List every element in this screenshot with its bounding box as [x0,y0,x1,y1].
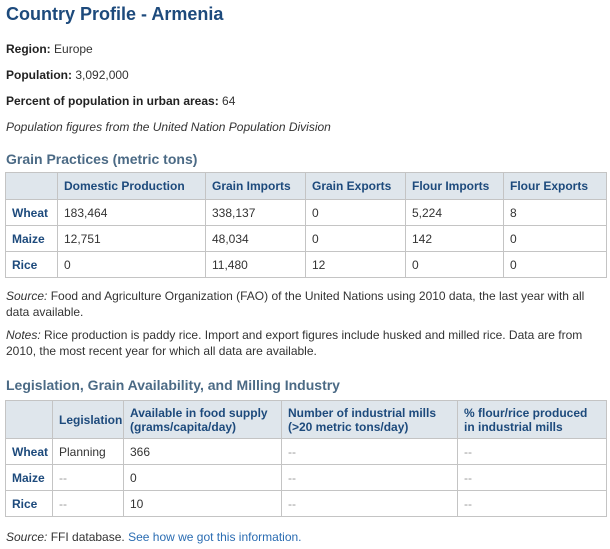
source-label: Source: [6,530,48,544]
region-label: Region: [6,42,51,56]
column-header: Flour Imports [406,173,504,200]
table-cell: 0 [306,226,406,252]
urban-line [6,94,235,108]
column-header: Legislation [53,401,124,439]
row-header: Wheat [6,439,53,465]
row-header: Maize [6,226,58,252]
column-header: % flour/rice produced in industrial mills [458,401,607,439]
grain-practices-table [5,172,607,278]
table-cell: 0 [504,252,607,278]
table-cell: -- [458,439,607,465]
grain-notes [6,327,602,359]
column-header: Grain Exports [306,173,406,200]
table-cell: 8 [504,200,607,226]
row-header: Maize [6,465,53,491]
legislation-heading: Legislation, Grain Availability, and Milling Industry [6,377,340,393]
column-header [6,401,53,439]
urban-label: Percent of population in urban areas: [6,94,219,108]
table-row [6,200,607,226]
table-cell: 5,224 [406,200,504,226]
table-row [6,226,607,252]
page-title: Country Profile - Armenia [6,4,224,24]
table-cell: -- [53,491,124,517]
source-text: FFI database. [47,530,129,544]
population-source: Population figures from the United Nation Population Division [6,120,331,134]
table-cell: -- [458,465,607,491]
population-value: 3,092,000 [75,68,129,82]
population-label: Population: [6,68,72,82]
population-line [6,68,129,82]
legislation-table [5,400,607,517]
source-text: Food and Agriculture Organization (FAO) of the United Nations using 2010 data, the last year with all data available. [6,289,585,319]
column-header: Flour Exports [504,173,607,200]
column-header: Number of industrial mills (>20 metric tons/day) [282,401,458,439]
row-header: Rice [6,252,58,278]
table-row [6,465,607,491]
table-cell: -- [282,465,458,491]
table-cell: 183,464 [58,200,206,226]
table-cell: -- [53,465,124,491]
table-cell: 366 [124,439,282,465]
table-row [6,252,607,278]
column-header: Available in food supply (grams/capita/day) [124,401,282,439]
column-header: Grain Imports [206,173,306,200]
table-cell: -- [282,491,458,517]
column-header [6,173,58,200]
table-cell: -- [458,491,607,517]
table-cell: 0 [504,226,607,252]
methodology-link[interactable]: See how we got this information. [128,530,302,544]
region-value: Europe [54,42,93,56]
table-cell: 11,480 [206,252,306,278]
table-cell: Planning [53,439,124,465]
grain-source-note [6,288,602,320]
table-cell: 10 [124,491,282,517]
table-cell: 12,751 [58,226,206,252]
table-cell: 0 [58,252,206,278]
table-cell: 0 [124,465,282,491]
table-row [6,439,607,465]
row-header: Wheat [6,200,58,226]
region-line [6,42,93,56]
notes-text: Rice production is paddy rice. Import and export figures include husked and milled rice. Data are from 2010, the most recent year for which all data are available. [6,328,583,358]
column-header: Domestic Production [58,173,206,200]
source-label: Source: [6,289,48,303]
table-cell: 338,137 [206,200,306,226]
legislation-source-note [6,529,602,545]
table-row [6,491,607,517]
table-cell: -- [282,439,458,465]
notes-label: Notes: [6,328,41,342]
table-cell: 0 [406,252,504,278]
grain-practices-heading: Grain Practices (metric tons) [6,151,198,167]
table-header-row [6,401,607,439]
table-header-row [6,173,607,200]
urban-value: 64 [222,94,236,108]
table-cell: 48,034 [206,226,306,252]
table-cell: 142 [406,226,504,252]
table-cell: 0 [306,200,406,226]
row-header: Rice [6,491,53,517]
table-cell: 12 [306,252,406,278]
